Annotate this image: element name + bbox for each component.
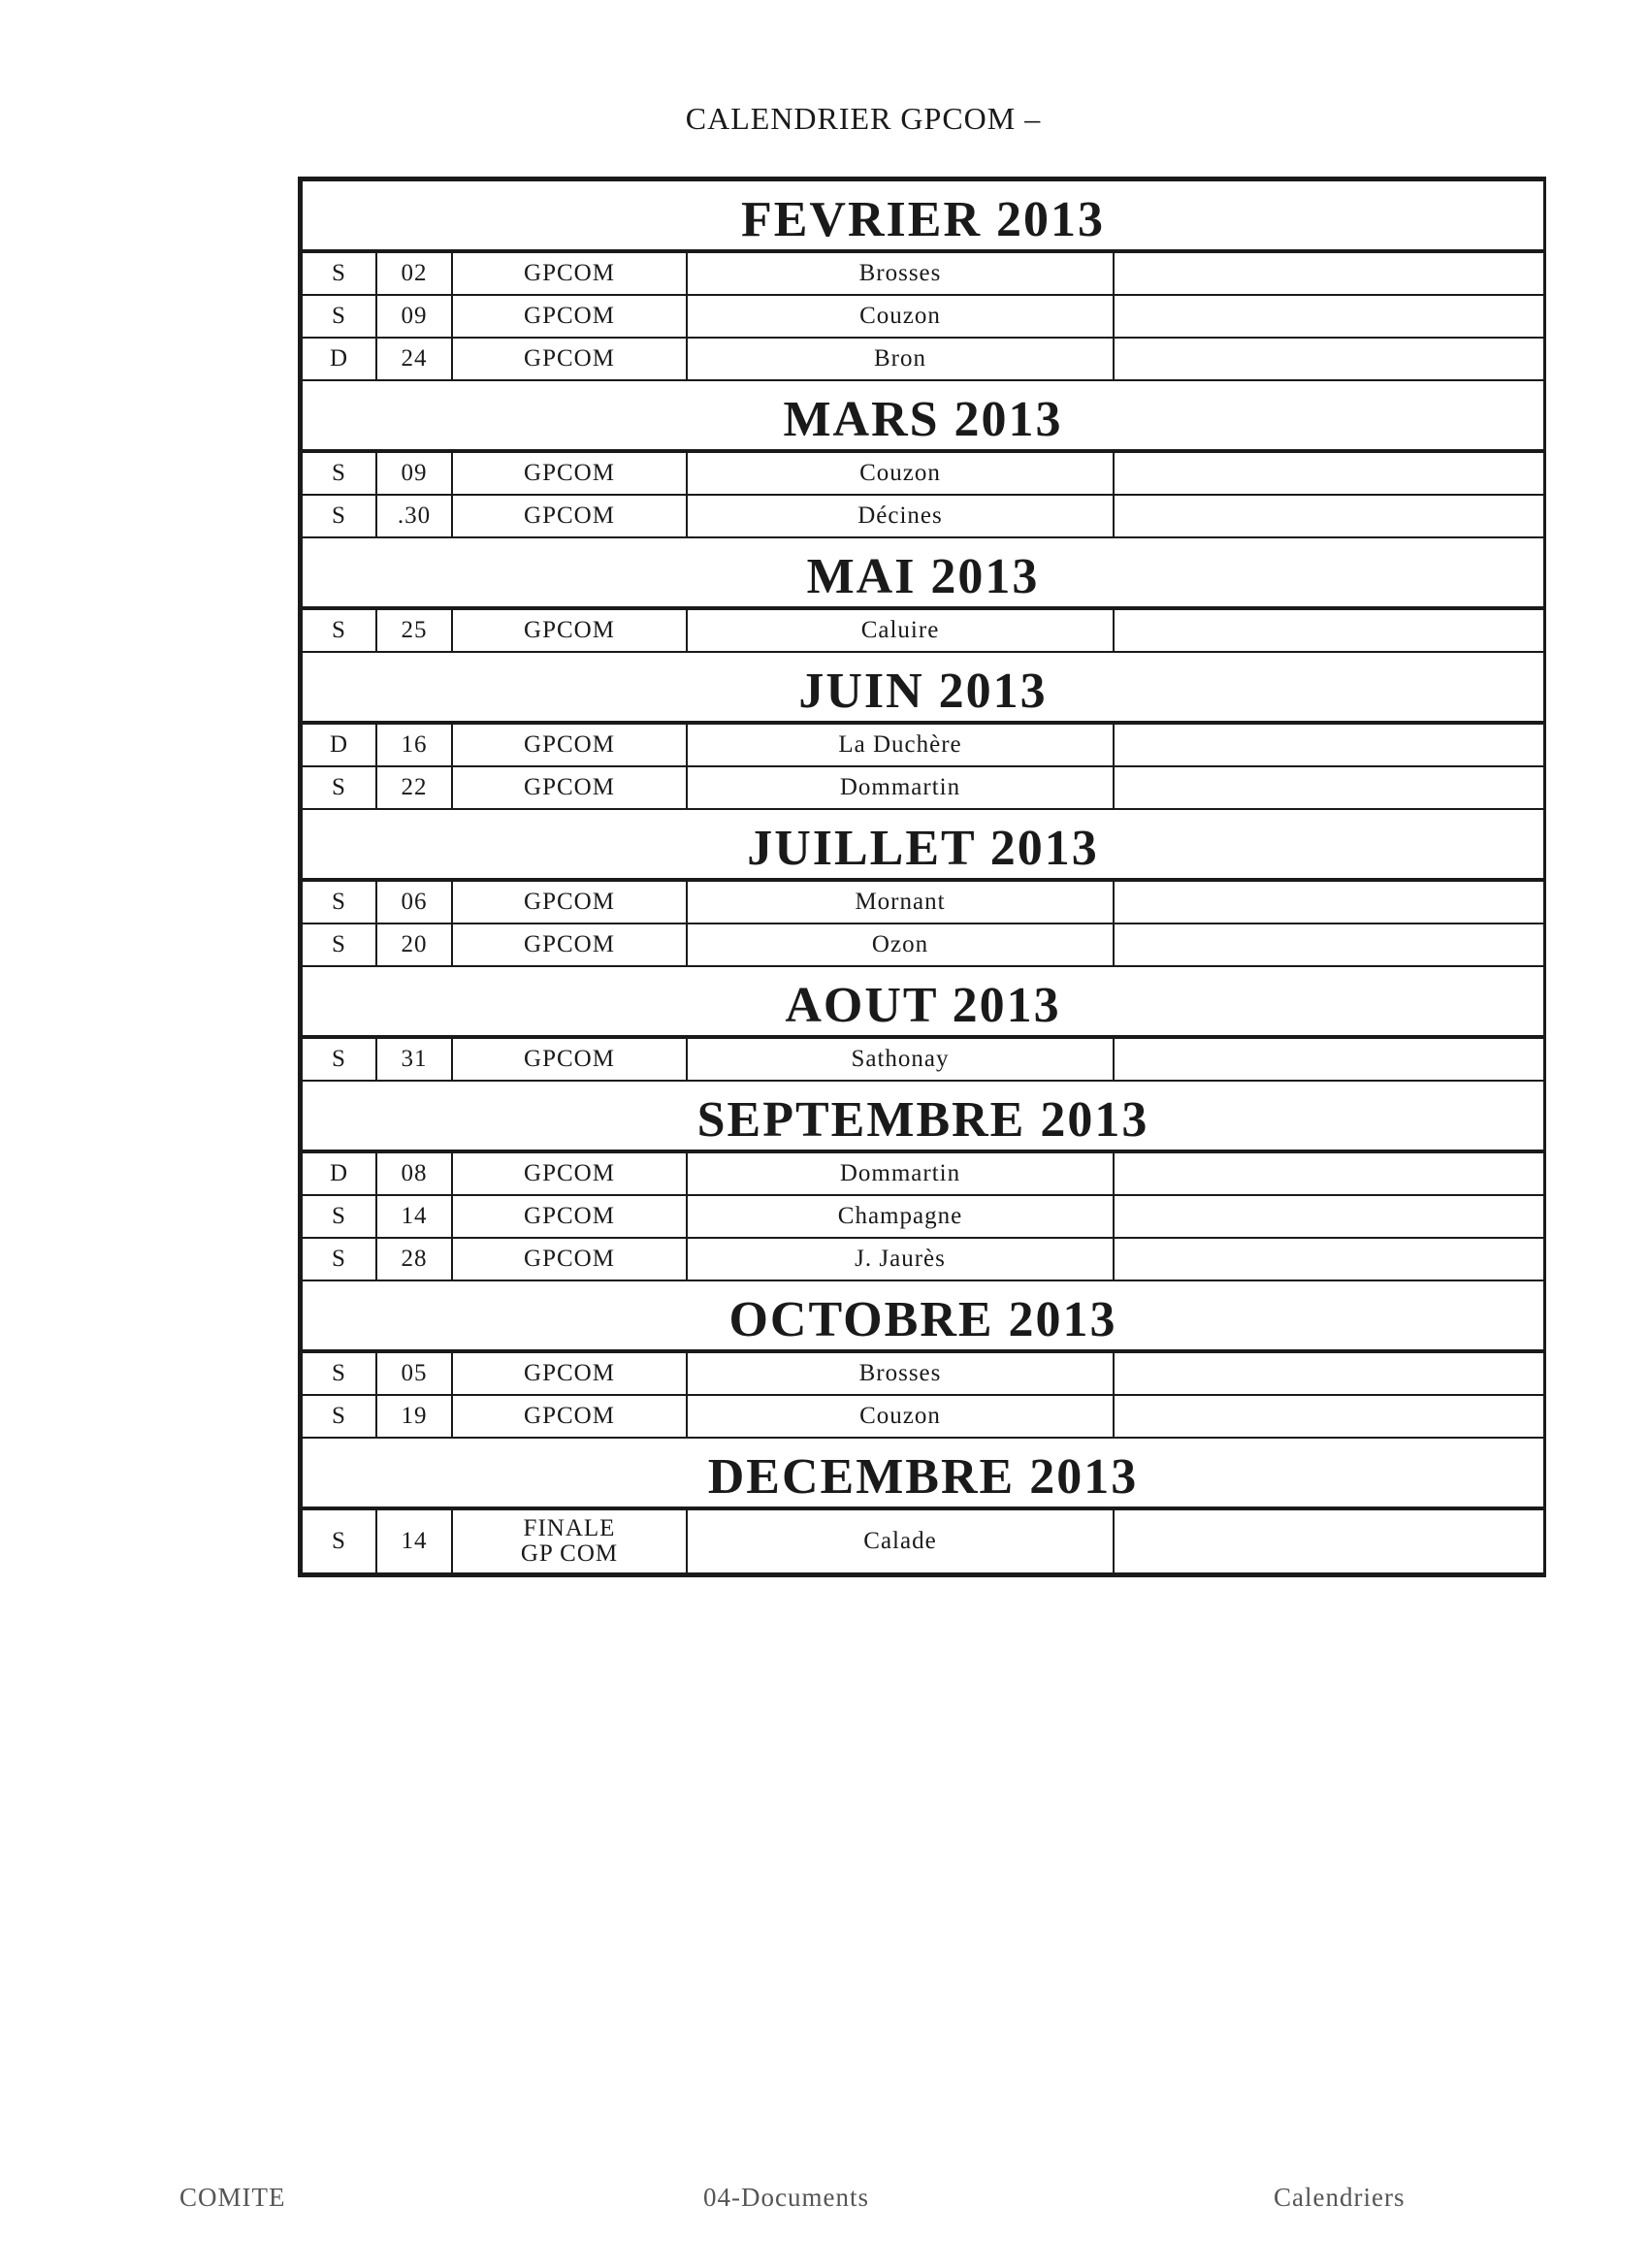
day-cell: D [302,723,376,766]
location-cell: Sathonay [687,1037,1114,1081]
notes-cell [1114,1508,1544,1573]
date-cell: 22 [376,766,452,809]
location-cell: Champagne [687,1195,1114,1238]
event-cell: GPCOM [452,1351,687,1395]
location-cell: Dommartin [687,766,1114,809]
notes-cell [1114,338,1544,380]
date-cell: 16 [376,723,452,766]
table-row [302,766,1544,809]
event-cell: GPCOM [452,251,687,295]
event-cell: GPCOM [452,495,687,537]
date-cell: 19 [376,1395,452,1438]
month-title: JUIN 2013 [302,652,1544,723]
event-line-2: GP COM [520,1540,619,1567]
month-header-mars [302,380,1544,451]
date-cell: 28 [376,1238,452,1280]
day-cell: S [302,1351,376,1395]
day-cell: S [302,1508,376,1573]
location-cell: J. Jaurès [687,1238,1114,1280]
location-cell: Caluire [687,608,1114,652]
table-row [302,608,1544,652]
date-cell: .30 [376,495,452,537]
day-cell: S [302,880,376,923]
month-title: AOUT 2013 [302,966,1544,1037]
event-cell: GPCOM [452,295,687,338]
event-cell: GPCOM [452,1195,687,1238]
date-cell: 31 [376,1037,452,1081]
event-cell: GPCOM [452,880,687,923]
event-cell: GPCOM [452,608,687,652]
date-cell: 14 [376,1195,452,1238]
date-cell: 08 [376,1151,452,1195]
location-cell: Couzon [687,1395,1114,1438]
event-cell: GPCOM [452,1151,687,1195]
date-cell: 05 [376,1351,452,1395]
footer-left: COMITE [179,2183,286,2212]
notes-cell [1114,723,1544,766]
month-title: MARS 2013 [302,380,1544,451]
date-cell: 09 [376,295,452,338]
event-cell: GPCOM [452,723,687,766]
month-title: MAI 2013 [302,537,1544,608]
table-row [302,1037,1544,1081]
notes-cell [1114,608,1544,652]
month-header-juillet [302,809,1544,880]
event-cell: GPCOM [452,1395,687,1438]
date-cell: 25 [376,608,452,652]
table-row [302,338,1544,380]
month-header-septembre [302,1081,1544,1151]
document-title: CALENDRIER GPCOM – [685,101,1042,136]
month-header-aout [302,966,1544,1037]
location-cell: Ozon [687,923,1114,966]
day-cell: S [302,608,376,652]
notes-cell [1114,1395,1544,1438]
table-row [302,1151,1544,1195]
notes-cell [1114,1151,1544,1195]
location-cell: Couzon [687,451,1114,495]
location-cell: Bron [687,338,1114,380]
day-cell: S [302,1037,376,1081]
location-cell: Brosses [687,1351,1114,1395]
month-title: OCTOBRE 2013 [302,1280,1544,1351]
table-row [302,451,1544,495]
notes-cell [1114,1195,1544,1238]
footer-center: 04-Documents [703,2183,869,2212]
notes-cell [1114,880,1544,923]
notes-cell [1114,923,1544,966]
table-row [302,251,1544,295]
month-title: JUILLET 2013 [302,809,1544,880]
month-header-octobre [302,1280,1544,1351]
table-row [302,1508,1544,1573]
day-cell: S [302,451,376,495]
month-header-fevrier [302,180,1544,251]
event-cell: GPCOM [452,338,687,380]
location-cell: Brosses [687,251,1114,295]
table-row [302,880,1544,923]
event-cell: GPCOM [452,923,687,966]
month-header-decembre [302,1438,1544,1508]
day-cell: S [302,251,376,295]
table-row [302,723,1544,766]
day-cell: S [302,1195,376,1238]
notes-cell [1114,495,1544,537]
day-cell: D [302,1151,376,1195]
month-title: DECEMBRE 2013 [302,1438,1544,1508]
event-cell: GPCOM [452,766,687,809]
location-cell: La Duchère [687,723,1114,766]
day-cell: D [302,338,376,380]
notes-cell [1114,251,1544,295]
day-cell: S [302,766,376,809]
notes-cell [1114,1238,1544,1280]
table-row [302,1195,1544,1238]
notes-cell [1114,295,1544,338]
event-cell [452,1508,687,1573]
date-cell: 24 [376,338,452,380]
location-cell: Couzon [687,295,1114,338]
day-cell: S [302,923,376,966]
table-row [302,1395,1544,1438]
table-row [302,923,1544,966]
table-row [302,495,1544,537]
notes-cell [1114,1351,1544,1395]
month-title: FEVRIER 2013 [302,180,1544,251]
date-cell: 14 [376,1508,452,1573]
date-cell: 06 [376,880,452,923]
notes-cell [1114,1037,1544,1081]
notes-cell [1114,766,1544,809]
day-cell: S [302,1395,376,1438]
event-cell: GPCOM [452,1037,687,1081]
month-header-mai [302,537,1544,608]
location-cell: Mornant [687,880,1114,923]
notes-cell [1114,451,1544,495]
location-cell: Dommartin [687,1151,1114,1195]
table-row [302,295,1544,338]
event-line-1: FINALE [523,1514,616,1541]
day-cell: S [302,495,376,537]
date-cell: 02 [376,251,452,295]
day-cell: S [302,1238,376,1280]
month-header-juin [302,652,1544,723]
location-cell: Calade [687,1508,1114,1573]
table-row [302,1351,1544,1395]
calendar-table [298,177,1546,1577]
footer-right: Calendriers [1274,2183,1406,2212]
table-row [302,1238,1544,1280]
date-cell: 09 [376,451,452,495]
event-cell: GPCOM [452,451,687,495]
location-cell: Décines [687,495,1114,537]
date-cell: 20 [376,923,452,966]
day-cell: S [302,295,376,338]
event-cell: GPCOM [452,1238,687,1280]
month-title: SEPTEMBRE 2013 [302,1081,1544,1151]
